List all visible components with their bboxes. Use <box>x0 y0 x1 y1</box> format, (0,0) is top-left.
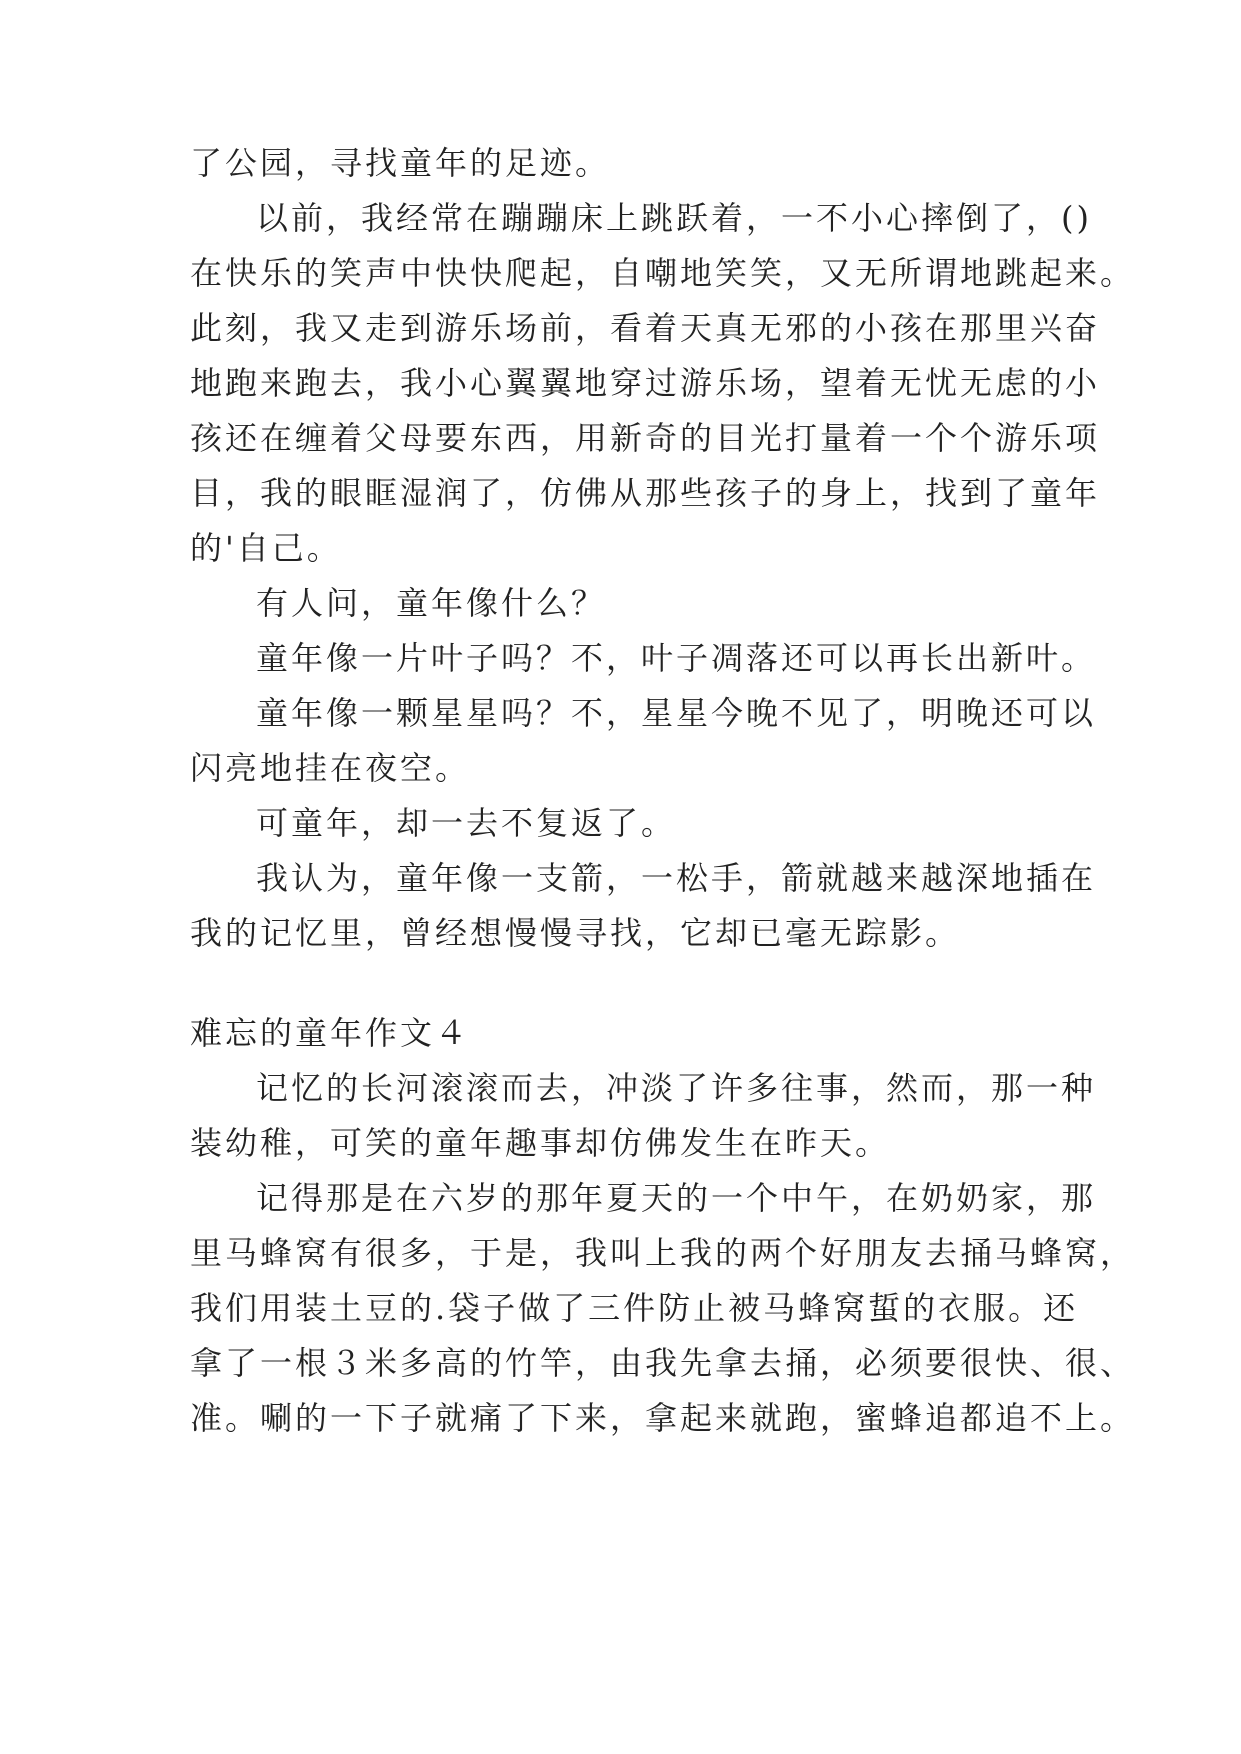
paragraph-line: 我认为，童年像一支箭，一松手，箭就越来越深地插在 <box>256 859 1097 897</box>
paragraph-line: 地跑来跑去，我小心翼翼地穿过游乐场，望着无忧无虑的小 <box>190 364 1101 402</box>
paragraph-line: 此刻，我又走到游乐场前，看着天真无邪的小孩在那里兴奋 <box>190 309 1101 347</box>
paragraph-line: 准。唰的一下子就痛了下来，拿起来就跑，蜜蜂追都追不上。 <box>190 1399 1136 1437</box>
paragraph-line: 了公园，寻找童年的足迹。 <box>190 144 611 182</box>
paragraph-line: 可童年，却一去不复返了。 <box>256 804 677 842</box>
paragraph-line: 装幼稚，可笑的童年趣事却仿佛发生在昨天。 <box>190 1124 891 1162</box>
paragraph-line: 记得那是在六岁的那年夏天的一个中午，在奶奶家，那 <box>256 1179 1097 1217</box>
paragraph-line: 我的记忆里，曾经想慢慢寻找，它却已毫无踪影。 <box>190 914 961 952</box>
paragraph-line: 童年像一颗星星吗？不，星星今晚不见了，明晚还可以 <box>256 694 1097 732</box>
paragraph-line: 拿了一根３米多高的竹竿，由我先拿去捅，必须要很快、很、 <box>190 1344 1136 1382</box>
paragraph-line: 里马蜂窝有很多，于是，我叫上我的两个好朋友去捅马蜂窝， <box>190 1234 1136 1272</box>
paragraph-line: 在快乐的笑声中快快爬起，自嘲地笑笑，又无所谓地跳起来。 <box>190 254 1136 292</box>
paragraph-line: 以前，我经常在蹦蹦床上跳跃着，一不小心摔倒了，() <box>256 199 1092 237</box>
paragraph-line: 有人问，童年像什么？ <box>256 584 607 622</box>
paragraph-line: 童年像一片叶子吗？不，叶子凋落还可以再长出新叶。 <box>256 639 1097 677</box>
paragraph-line: 闪亮地挂在夜空。 <box>190 749 471 787</box>
paragraph-line: 目，我的眼眶湿润了，仿佛从那些孩子的身上，找到了童年 <box>190 474 1101 512</box>
paragraph-line: 记忆的长河滚滚而去，冲淡了许多往事，然而，那一种 <box>256 1069 1097 1107</box>
paragraph-line: 的'自己。 <box>190 529 342 567</box>
article-heading: 难忘的童年作文４ <box>190 1014 471 1052</box>
paragraph-line: 孩还在缠着父母要东西，用新奇的目光打量着一个个游乐项 <box>190 419 1101 457</box>
paragraph-line: 我们用装土豆的.袋子做了三件防止被马蜂窝蜇的衣服。还 <box>190 1289 1079 1327</box>
